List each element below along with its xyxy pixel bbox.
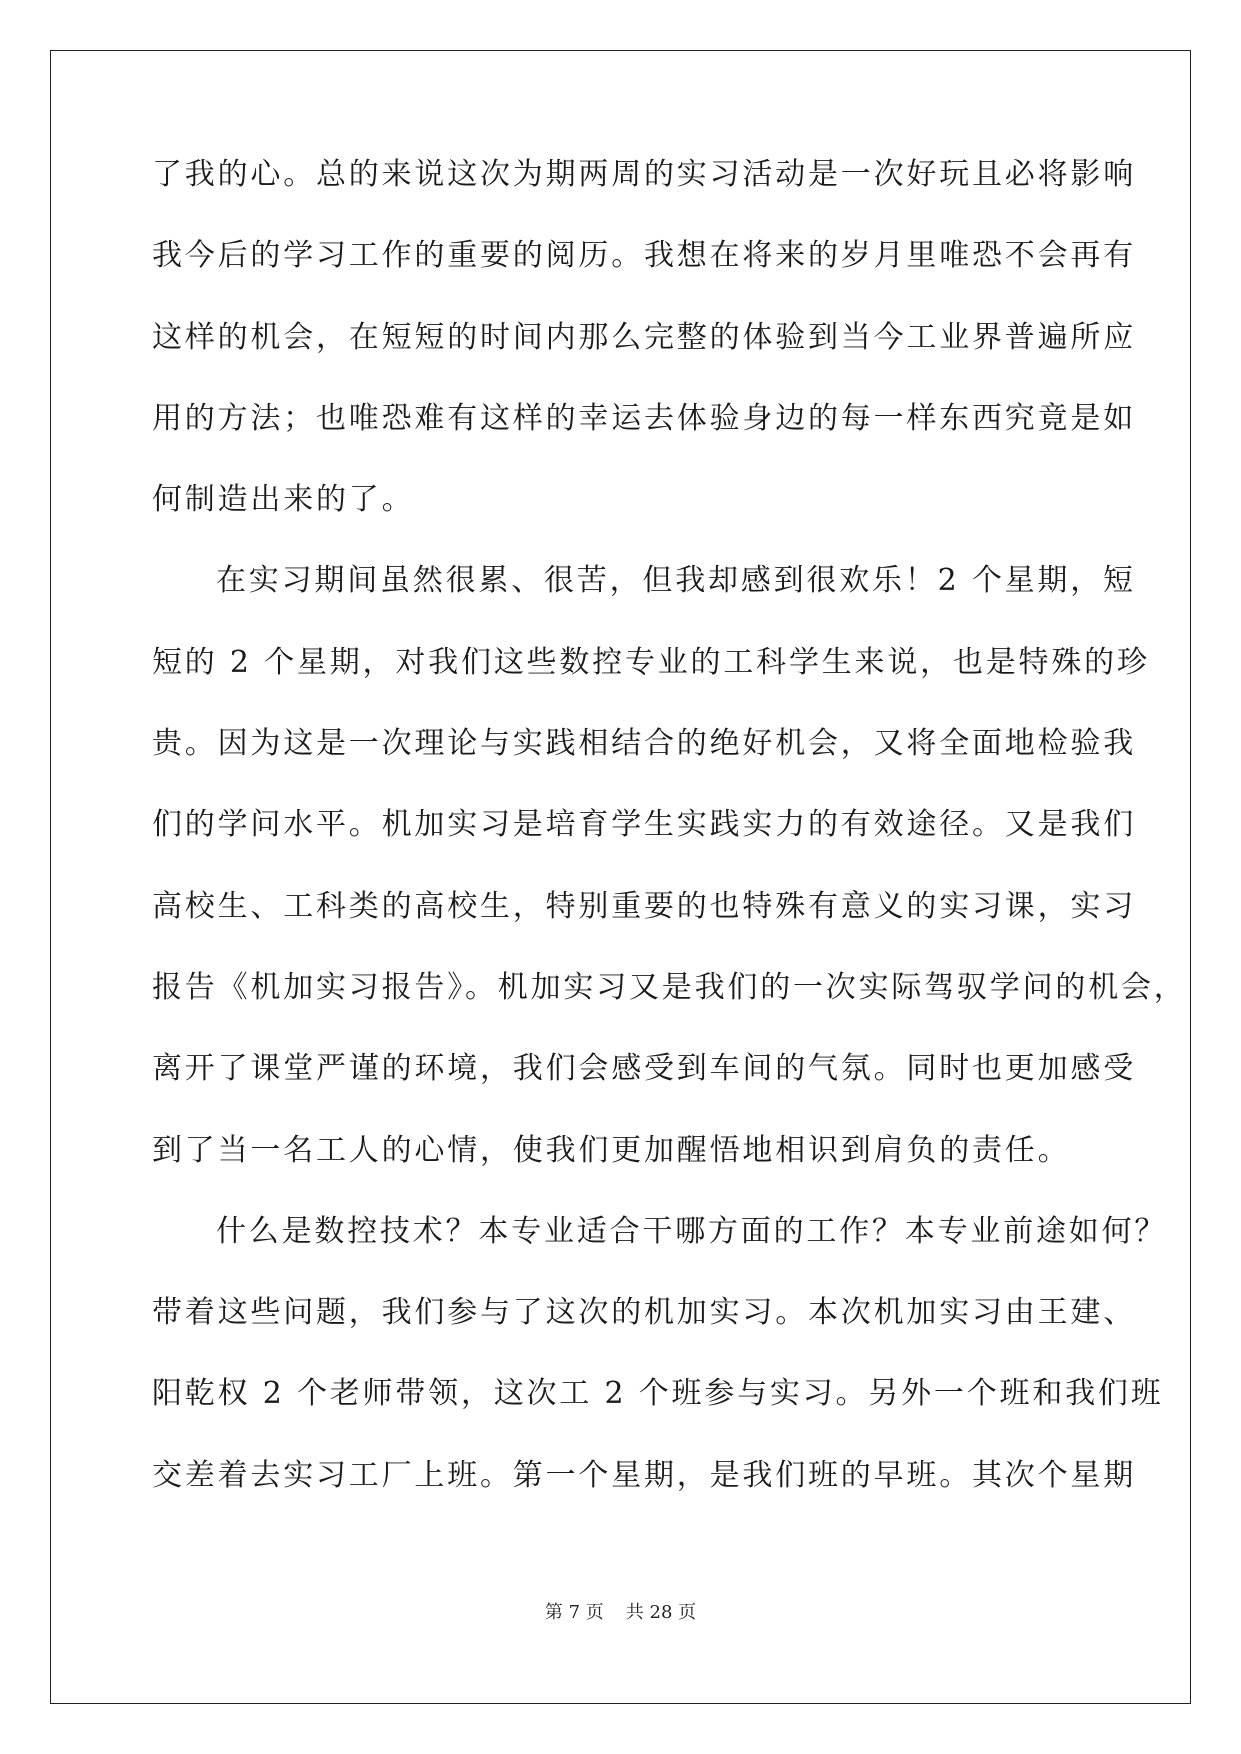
text-line: 用的方法；也唯恐难有这样的幸运去体验身边的每一样东西究竟是如	[152, 400, 1136, 436]
text-line: 在实习期间虽然很累、很苦，但我却感到很欢乐！2 个星期，短	[216, 563, 1136, 599]
text-line: 这样的机会，在短短的时间内那么完整的体验到当今工业界普遍所应	[152, 319, 1136, 355]
text-line: 交差着去实习工厂上班。第一个星期，是我们班的早班。其次个星期	[152, 1457, 1136, 1493]
text-line: 阳乾权 2 个老师带领，这次工 2 个班参与实习。另外一个班和我们班	[152, 1376, 1164, 1412]
paragraph-3	[152, 1213, 1168, 1540]
text-line: 到了当一名工人的心情，使我们更加醒悟地相识到肩负的责任。	[152, 1132, 1071, 1168]
text-line: 报告《机加实习报告》。机加实习又是我们的一次实际驾驭学问的机会，	[152, 969, 1187, 1005]
text-line: 贵。因为这是一次理论与实践相结合的绝好机会，又将全面地检验我	[152, 726, 1136, 762]
text-line: 离开了课堂严谨的环境，我们会感受到车间的气氛。同时也更加感受	[152, 1051, 1136, 1087]
text-line: 带着这些问题，我们参与了这次的机加实习。本次机加实习由王建、	[152, 1295, 1136, 1331]
text-line: 短的 2 个星期，对我们这些数控专业的工科学生来说，也是特殊的珍	[152, 644, 1150, 680]
text-line: 们的学问水平。机加实习是培育学生实践实力的有效途径。又是我们	[152, 807, 1136, 843]
text-line: 高校生、工科类的高校生，特别重要的也特殊有意义的实习课，实习	[152, 888, 1136, 924]
page-footer	[0, 1598, 1241, 1624]
page-total: 共 28 页	[625, 1602, 697, 1623]
text-line: 了我的心。总的来说这次为期两周的实习活动是一次好玩且必将影响	[152, 157, 1136, 192]
paragraph-2	[152, 563, 1187, 1214]
page-number: 第 7 页	[544, 1602, 604, 1623]
text-line: 什么是数控技术？本专业适合干哪方面的工作？本专业前途如何？	[216, 1213, 1168, 1249]
document-body	[152, 157, 1187, 1540]
text-line: 我今后的学习工作的重要的阅历。我想在将来的岁月里唯恐不会再有	[152, 238, 1136, 274]
paragraph-1	[152, 157, 1136, 564]
text-line: 何制造出来的了。	[152, 482, 415, 518]
